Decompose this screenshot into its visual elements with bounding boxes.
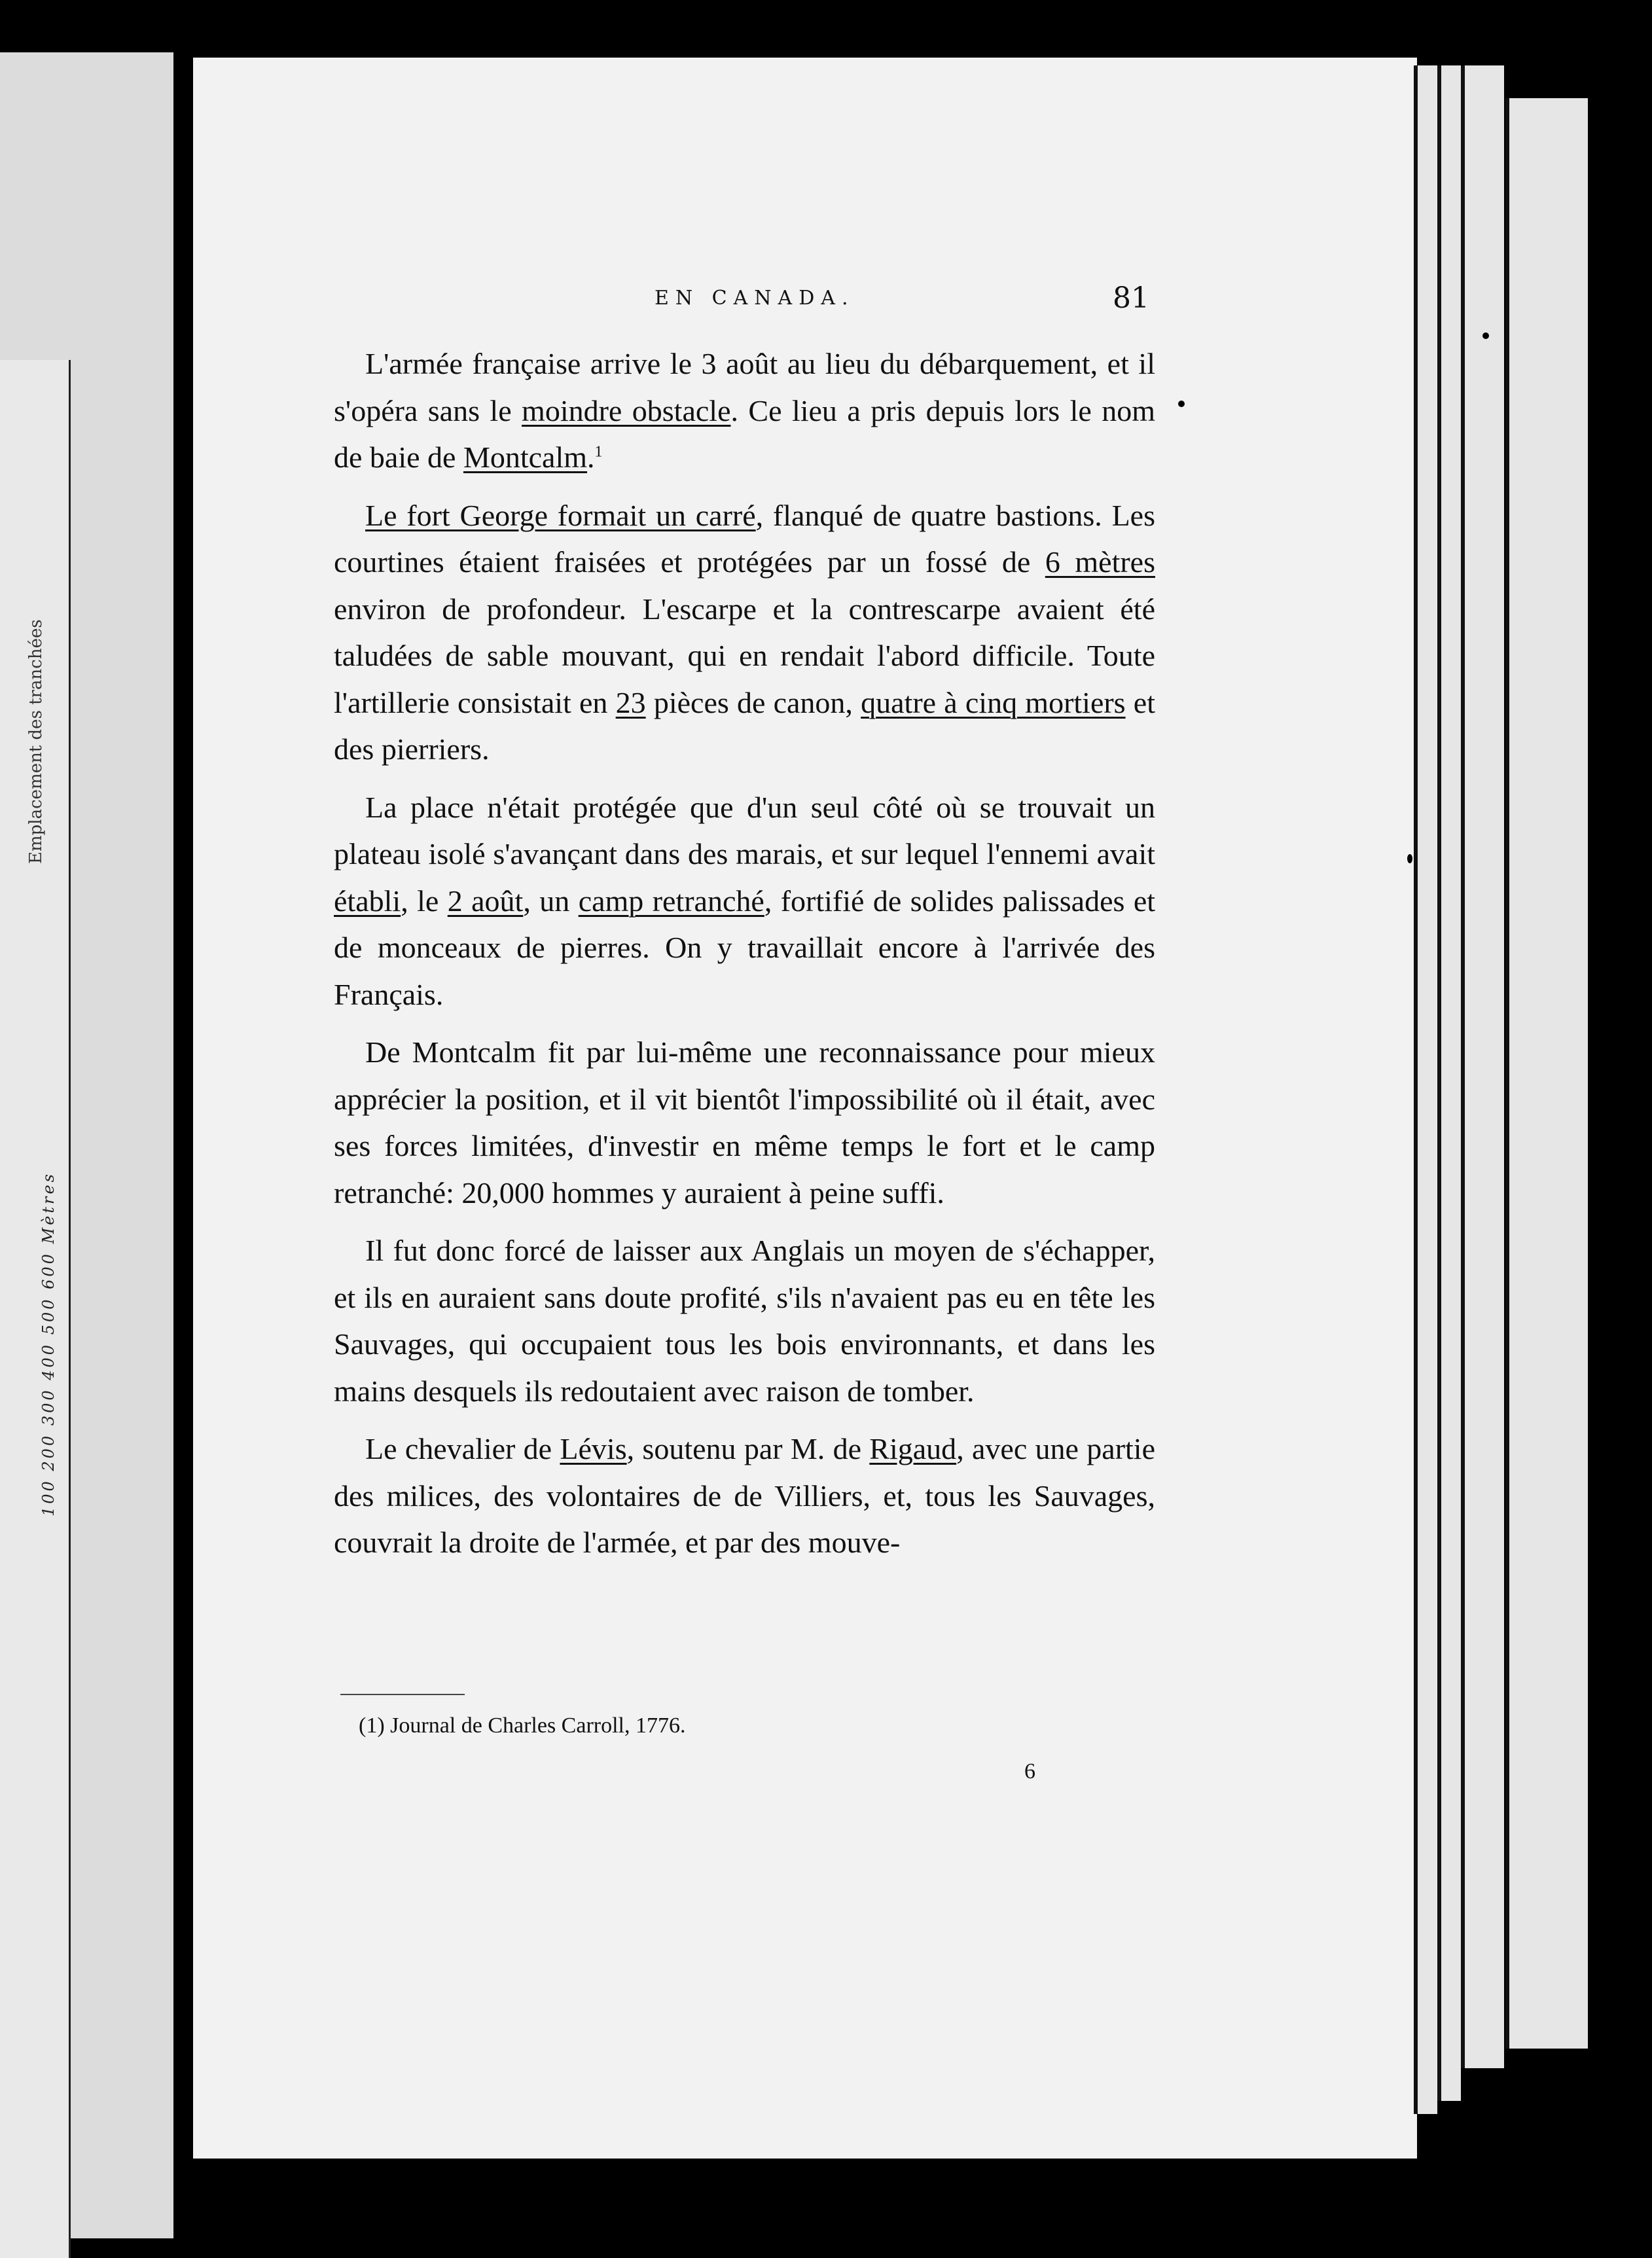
text-run: , fortifié de solides palissades et de monceaux de pierres. On y travaillait encore à l'arrivée des Français. [334, 884, 1156, 1011]
ink-speck [1482, 332, 1489, 339]
left-facing-page [0, 52, 173, 2238]
footnote-reference: 1 [594, 443, 603, 461]
text-run: L'armée française arrive le 3 août au lieu du débarquement, et il s'opéra sans le [334, 347, 1155, 427]
footnote-rule [340, 1694, 465, 1695]
text-run: , le [401, 884, 448, 918]
page-number: 81 [1113, 281, 1149, 315]
pen-underline: Le fort George formait un carré [365, 498, 756, 532]
map-plate [0, 360, 71, 2258]
text-run: , soutenu par M. de [626, 1432, 870, 1465]
pen-underline: Rigaud [869, 1432, 957, 1465]
paragraph [334, 1425, 1155, 1566]
text-run: et des pierriers. [334, 685, 1155, 766]
text-run: . Ce lieu a pris depuis lors le nom de baie de [334, 393, 1155, 474]
map-label: Emplacement des tranchées [26, 619, 46, 864]
text-run: De Montcalm fit par lui-même une reconnaissance pour mieux apprécier la position, et il vit bientôt l'impossibilité où il était, avec ses forces limitées, d'investir en même temps le fort et le camp retranché: 20,000 hommes y auraient à peine suffi. [334, 1035, 1155, 1210]
pen-underline: Montcalm [463, 440, 588, 474]
text-run: pièces de canon, [645, 685, 861, 719]
page-edge [1461, 65, 1504, 2068]
paragraph [334, 492, 1155, 773]
text-run: , avec une partie des milices, des volontaires de de Villiers, et, tous les Sauvages, couvrait la droite de l'armée, et par des mouve- [334, 1432, 1155, 1559]
pen-underline: 23 [615, 685, 646, 719]
text-run: environ de profondeur. L'escarpe et la contrescarpe avaient été taludées de sable mouvant, qui en rendait l'abord difficile. Toute l'artillerie consistait en [334, 592, 1155, 719]
paragraph [334, 340, 1155, 481]
footnote: (1) Journal de Charles Carroll, 1776. [359, 1713, 686, 1738]
book-gutter [173, 39, 193, 2251]
page-edge [1505, 98, 1588, 2049]
ink-speck [1178, 401, 1185, 407]
text-run: . [587, 440, 595, 474]
text-run: , un [523, 884, 579, 918]
page-edge [1437, 65, 1461, 2101]
pen-underline: quatre à cinq mortiers [861, 685, 1126, 719]
pen-underline: camp retranché [578, 884, 764, 918]
body-text [334, 340, 1155, 1577]
ink-speck [1407, 854, 1412, 863]
text-run: Il fut donc forcé de laisser aux Anglais un moyen de s'échapper, et ils en auraient sans doute profité, s'ils n'avaient pas eu en tête les Sauvages, qui occupaient tous les bois environnants, et dans les mains desquels ils redoutaient avec raison de tomber. [334, 1234, 1155, 1408]
signature-mark: 6 [1024, 1759, 1035, 1783]
paragraph [334, 1029, 1155, 1216]
text-run: , flanqué de quatre bastions. Les courtines étaient fraisées et protégées par un fossé de [334, 498, 1155, 579]
pen-underline: 2 août [447, 884, 524, 918]
page-edge [1414, 65, 1437, 2114]
text-run: La place n'était protégée que d'un seul côté où se trouvait un plateau isolé s'avançant dans des marais, et sur lequel l'ennemi avait [334, 790, 1155, 870]
pen-underline: 6 mètres [1045, 545, 1155, 579]
text-run: Le chevalier de [365, 1432, 560, 1465]
paragraph [334, 1227, 1155, 1414]
running-head: EN CANADA. [655, 287, 855, 310]
pen-underline: établi [334, 884, 401, 918]
pen-underline: moindre obstacle [522, 393, 731, 427]
paragraph [334, 784, 1155, 1018]
map-scale-bar: 100 200 300 400 500 600 Mètres [39, 1172, 58, 1517]
pen-underline: Lévis [560, 1432, 627, 1465]
